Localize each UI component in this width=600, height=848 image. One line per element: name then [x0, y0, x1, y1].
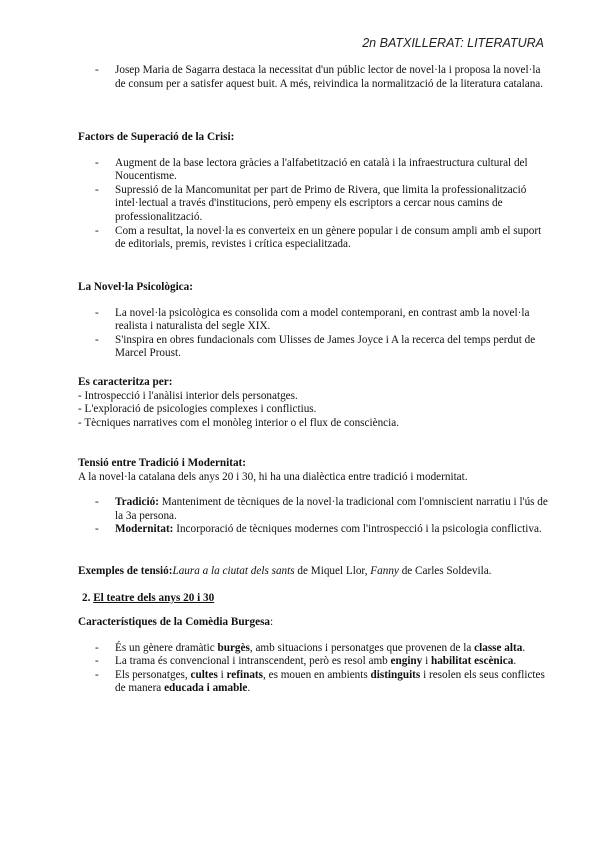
list-item: [78, 496, 548, 523]
exemples-section: [78, 565, 548, 579]
text-run: .: [247, 682, 251, 695]
bold-run: cultes: [190, 668, 218, 681]
comedia-heading: Característiques de la Comèdia Burgesa: [78, 616, 271, 628]
bold-run: burgès: [217, 641, 250, 654]
characteristic-line: - L'exploració de psicologies complexes i conflictius.: [78, 403, 317, 416]
list-item: [78, 523, 548, 537]
bold-run: classe alta: [474, 641, 523, 654]
bold-run: enginy: [390, 655, 423, 668]
list-item: [78, 655, 548, 669]
exemple-author-1: de Miquel Llor,: [294, 565, 371, 577]
list-item: - S'inspira en obres fundacionals com Ulisses de James Joyce i A la recerca del temps perdut de Marcel Proust.: [78, 334, 548, 361]
list-item: - Augment de la base lectora gràcies a l'alfabetització en català i la infraestructura cultural del Noucentisme.: [78, 157, 548, 184]
tensio-section: [78, 457, 548, 537]
characteristic-line: - Tècniques narratives com el monòleg interior o el flux de consciència.: [78, 416, 400, 429]
factors-list: [78, 157, 548, 252]
term-tradicio: Tradició:: [115, 496, 159, 509]
text-run: , es mouen en ambients: [263, 668, 371, 681]
exemples-line: [78, 565, 548, 579]
term-tradicio-text: Manteniment de tècniques de la novel·la tradicional com l'omniscient narratiu i l'ús de la 3a persona.: [115, 496, 548, 522]
section-2-number: 2.: [82, 592, 94, 604]
exemple-author-2: de Carles Soldevila.: [398, 565, 492, 577]
term-modernitat: Modernitat:: [115, 523, 174, 536]
list-item: - Josep Maria de Sagarra destaca la necessitat d'un públic lector de novel·la i proposa la novel·la de consum per a satisfer aquest buit. A més, reivindica la normalització de la literatura catalana.: [78, 64, 548, 91]
bold-run: educada i amable: [164, 682, 248, 695]
exemple-work-1: Laura a la ciutat dels sants: [172, 565, 295, 577]
bold-run: refinats: [226, 668, 264, 681]
bold-run: distinguits: [370, 668, 421, 681]
section-2-title-text: El teatre dels anys 20 i 30: [93, 592, 215, 604]
bold-run: habilitat escènica: [430, 655, 514, 668]
characteristic-line: - Introspecció i l'anàlisi interior dels personatges.: [78, 389, 298, 402]
text-run: Els personatges,: [115, 668, 191, 681]
intro-section: [78, 64, 548, 91]
text-run: .: [522, 641, 526, 654]
term-modernitat-text: Incorporació de tècniques modernes com l'introspecció i la psicologia conflictiva.: [173, 523, 542, 536]
comedia-heading-colon: :: [270, 616, 274, 628]
text-run: La trama és convencional i intranscendent, però es resol amb: [115, 655, 391, 668]
text-run: És un gènere dramàtic: [115, 641, 218, 654]
list-item: - La novel·la psicològica es consolida com a model contemporani, en contrast amb la novel·la realista i naturalista del segle XIX.: [78, 307, 548, 334]
list-item: [78, 642, 548, 656]
page-header-title: 2n BATXILLERAT: LITERATURA: [362, 36, 544, 50]
factors-heading: Factors de Superació de la Crisi:: [78, 131, 235, 143]
comedia-section: [78, 616, 548, 696]
tensio-list: [78, 496, 548, 537]
exemple-work-2: Fanny: [370, 565, 399, 577]
psicologica-heading: La Novel·la Psicològica:: [78, 281, 193, 293]
factors-section: [78, 131, 548, 252]
text-run: , amb situacions i personatges que provenen de la: [249, 641, 475, 654]
exemples-label: Exemples de tensió:: [78, 565, 173, 577]
list-item: - Supressió de la Mancomunitat per part de Primo de Rivera, que limita la professionalització intel·lectual a través d'institucions, però empeny els escriptors a cercar nous camins de professionalització.: [78, 184, 548, 225]
text-run: i resolen els seus conflictes de manera: [115, 668, 545, 695]
caracteritza-section: [78, 376, 548, 430]
tensio-intro: A la novel·la catalana dels anys 20 i 30, hi ha una dialèctica entre tradició i modernitat.: [78, 470, 468, 483]
caracteritza-heading: Es caracteritza per:: [78, 376, 173, 388]
list-item: - Com a resultat, la novel·la es converteix en un gènere popular i de consum ampli amb el suport de editorials, premis, revistes i crítica especialitzada.: [78, 225, 548, 252]
psicologica-section: [78, 281, 548, 361]
intro-list: [78, 64, 548, 91]
text-run: .: [513, 655, 517, 668]
tensio-heading: Tensió entre Tradició i Modernitat:: [78, 457, 247, 469]
comedia-list: [78, 642, 548, 696]
text-run: i: [422, 655, 431, 668]
section-2-title: [82, 592, 552, 606]
list-item: [78, 669, 548, 696]
text-run: i: [217, 668, 227, 681]
psicologica-list: [78, 307, 548, 361]
